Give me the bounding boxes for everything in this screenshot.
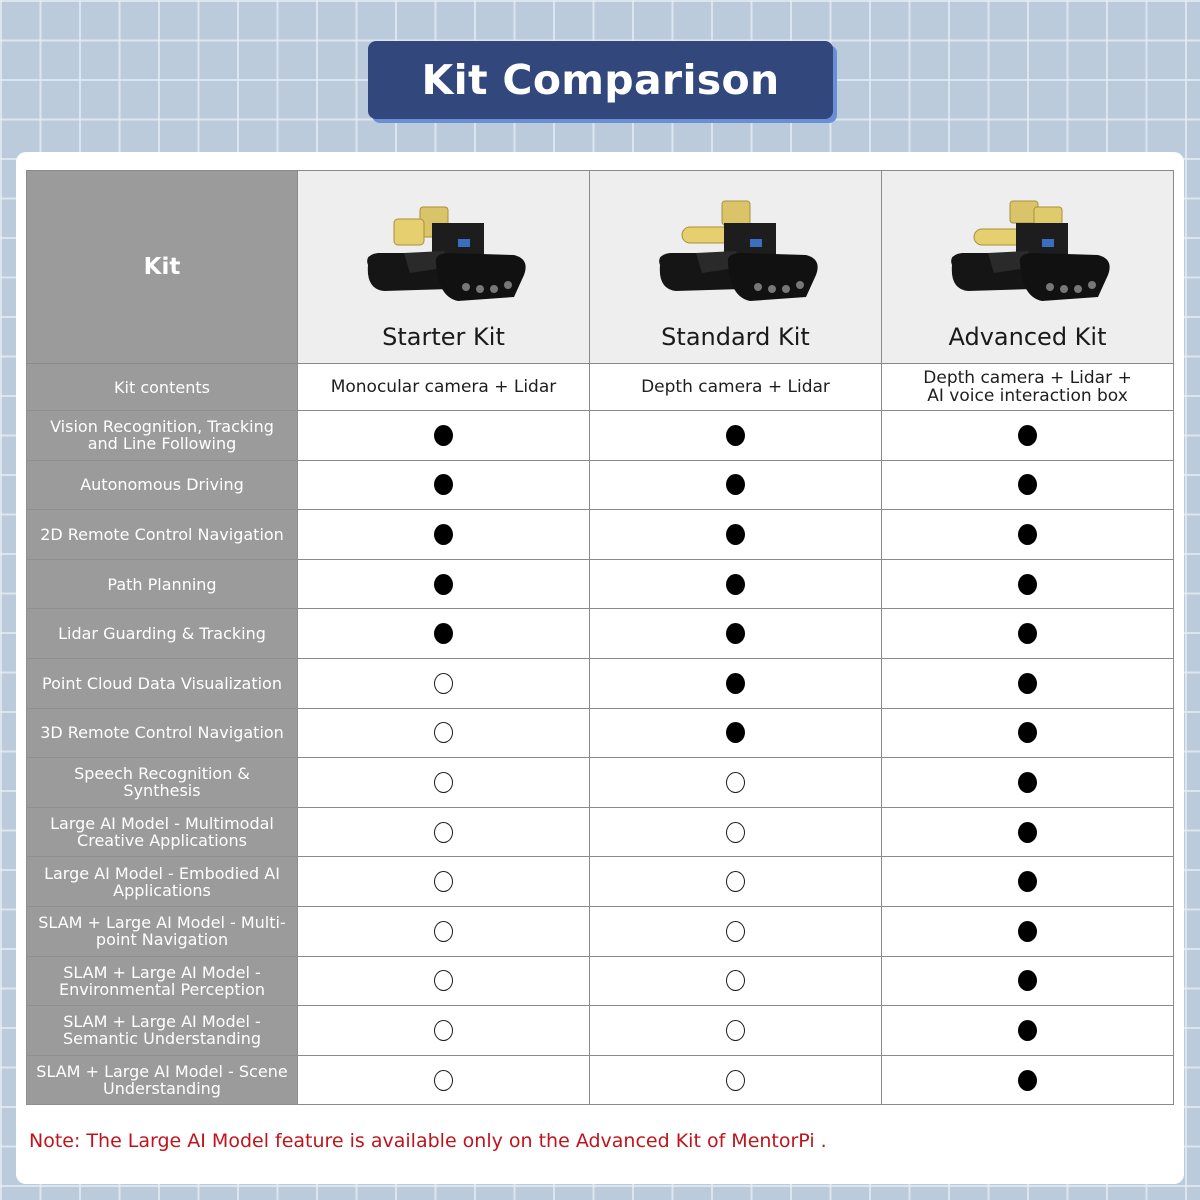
feature-cell-starter [298, 807, 590, 857]
feature-cell-standard [590, 758, 882, 808]
feature-cell-advanced [882, 1006, 1174, 1056]
hollow-circle-icon [434, 1070, 453, 1091]
filled-circle-icon [1018, 1020, 1037, 1041]
feature-label: 2D Remote Control Navigation [27, 510, 298, 560]
feature-cell-starter [298, 1055, 590, 1105]
feature-row [27, 758, 1174, 808]
kit-name-starter: Starter Kit [382, 323, 505, 351]
feature-cell-standard [590, 708, 882, 758]
feature-cell-starter [298, 510, 590, 560]
feature-cell-advanced [882, 807, 1174, 857]
filled-circle-icon [726, 425, 745, 446]
hollow-circle-icon [726, 871, 745, 892]
feature-cell-advanced [882, 906, 1174, 956]
feature-cell-advanced [882, 460, 1174, 510]
feature-cell-advanced [882, 559, 1174, 609]
hollow-circle-icon [434, 871, 453, 892]
feature-cell-standard [590, 1006, 882, 1056]
feature-row [27, 658, 1174, 708]
feature-cell-standard [590, 559, 882, 609]
feature-label: Vision Recognition, Tracking and Line Following [27, 411, 298, 461]
feature-row [27, 708, 1174, 758]
feature-cell-advanced [882, 708, 1174, 758]
kit-contents-label: Kit contents [27, 364, 298, 411]
feature-cell-standard [590, 857, 882, 907]
filled-circle-icon [434, 623, 453, 644]
feature-cell-standard [590, 411, 882, 461]
feature-cell-starter [298, 708, 590, 758]
filled-circle-icon [1018, 623, 1037, 644]
filled-circle-icon [1018, 822, 1037, 843]
filled-circle-icon [1018, 673, 1037, 694]
feature-label: Point Cloud Data Visualization [27, 658, 298, 708]
feature-cell-standard [590, 658, 882, 708]
feature-row [27, 411, 1174, 461]
feature-label: SLAM + Large AI Model - Multi-point Navigation [27, 906, 298, 956]
feature-cell-advanced [882, 609, 1174, 659]
feature-cell-standard [590, 460, 882, 510]
filled-circle-icon [726, 673, 745, 694]
filled-circle-icon [1018, 871, 1037, 892]
title-badge [368, 41, 833, 119]
feature-label: Path Planning [27, 559, 298, 609]
robot-tank-voice-box-image [938, 193, 1118, 311]
filled-circle-icon [1018, 425, 1037, 446]
feature-cell-starter [298, 411, 590, 461]
filled-circle-icon [1018, 574, 1037, 595]
kit-name-advanced: Advanced Kit [948, 323, 1107, 351]
feature-row [27, 857, 1174, 907]
feature-cell-starter [298, 460, 590, 510]
filled-circle-icon [726, 474, 745, 495]
filled-circle-icon [1018, 772, 1037, 793]
feature-row [27, 559, 1174, 609]
filled-circle-icon [1018, 722, 1037, 743]
robot-tank-depth-camera-image [646, 193, 826, 311]
hollow-circle-icon [434, 822, 453, 843]
feature-cell-advanced [882, 758, 1174, 808]
feature-cell-standard [590, 1055, 882, 1105]
feature-cell-advanced [882, 411, 1174, 461]
feature-label: SLAM + Large AI Model - Semantic Understanding [27, 1006, 298, 1056]
kit-header-standard [590, 171, 882, 364]
feature-label: SLAM + Large AI Model - Environmental Perception [27, 956, 298, 1006]
feature-label: Large AI Model - Embodied AI Applications [27, 857, 298, 907]
filled-circle-icon [726, 524, 745, 545]
page-title: Kit Comparison [421, 56, 780, 104]
kit-comparison-table [26, 170, 1174, 1105]
hollow-circle-icon [434, 921, 453, 942]
feature-cell-advanced [882, 857, 1174, 907]
feature-row [27, 807, 1174, 857]
kit-contents-advanced: Depth camera + Lidar + AI voice interaction box [882, 364, 1174, 411]
filled-circle-icon [1018, 921, 1037, 942]
filled-circle-icon [1018, 474, 1037, 495]
feature-cell-advanced [882, 1055, 1174, 1105]
feature-cell-starter [298, 559, 590, 609]
feature-cell-starter [298, 1006, 590, 1056]
hollow-circle-icon [726, 772, 745, 793]
hollow-circle-icon [726, 1070, 745, 1091]
feature-row [27, 460, 1174, 510]
kit-contents-standard: Depth camera + Lidar [590, 364, 882, 411]
feature-label: Autonomous Driving [27, 460, 298, 510]
kit-contents-starter: Monocular camera + Lidar [298, 364, 590, 411]
feature-cell-starter [298, 609, 590, 659]
kit-name-standard: Standard Kit [661, 323, 810, 351]
feature-cell-advanced [882, 510, 1174, 560]
hollow-circle-icon [434, 970, 453, 991]
robot-tank-monocular-image [354, 193, 534, 311]
kit-header-advanced [882, 171, 1174, 364]
hollow-circle-icon [434, 673, 453, 694]
footnote: Note: The Large AI Model feature is available only on the Advanced Kit of MentorPi . [29, 1130, 827, 1152]
filled-circle-icon [1018, 970, 1037, 991]
feature-label: SLAM + Large AI Model - Scene Understanding [27, 1055, 298, 1105]
feature-cell-standard [590, 609, 882, 659]
hollow-circle-icon [434, 722, 453, 743]
comparison-card [16, 152, 1184, 1184]
filled-circle-icon [434, 474, 453, 495]
filled-circle-icon [434, 425, 453, 446]
hollow-circle-icon [434, 1020, 453, 1041]
feature-label: Large AI Model - Multimodal Creative Applications [27, 807, 298, 857]
feature-cell-starter [298, 758, 590, 808]
kit-header-starter [298, 171, 590, 364]
hollow-circle-icon [726, 970, 745, 991]
filled-circle-icon [726, 623, 745, 644]
feature-cell-standard [590, 807, 882, 857]
feature-cell-starter [298, 857, 590, 907]
filled-circle-icon [434, 524, 453, 545]
feature-row [27, 906, 1174, 956]
feature-row [27, 1006, 1174, 1056]
feature-cell-standard [590, 510, 882, 560]
feature-row [27, 956, 1174, 1006]
feature-cell-standard [590, 956, 882, 1006]
filled-circle-icon [434, 574, 453, 595]
feature-label: Lidar Guarding & Tracking [27, 609, 298, 659]
kit-header-label: Kit [27, 171, 298, 364]
filled-circle-icon [726, 722, 745, 743]
filled-circle-icon [726, 574, 745, 595]
hollow-circle-icon [726, 921, 745, 942]
feature-row [27, 1055, 1174, 1105]
feature-cell-advanced [882, 658, 1174, 708]
feature-row [27, 510, 1174, 560]
hollow-circle-icon [726, 1020, 745, 1041]
feature-label: 3D Remote Control Navigation [27, 708, 298, 758]
feature-row [27, 609, 1174, 659]
kit-header-row [27, 171, 1174, 364]
feature-cell-standard [590, 906, 882, 956]
filled-circle-icon [1018, 524, 1037, 545]
hollow-circle-icon [434, 772, 453, 793]
filled-circle-icon [1018, 1070, 1037, 1091]
feature-cell-advanced [882, 956, 1174, 1006]
feature-cell-starter [298, 658, 590, 708]
kit-contents-row [27, 364, 1174, 411]
hollow-circle-icon [726, 822, 745, 843]
feature-cell-starter [298, 906, 590, 956]
feature-cell-starter [298, 956, 590, 1006]
feature-label: Speech Recognition & Synthesis [27, 758, 298, 808]
